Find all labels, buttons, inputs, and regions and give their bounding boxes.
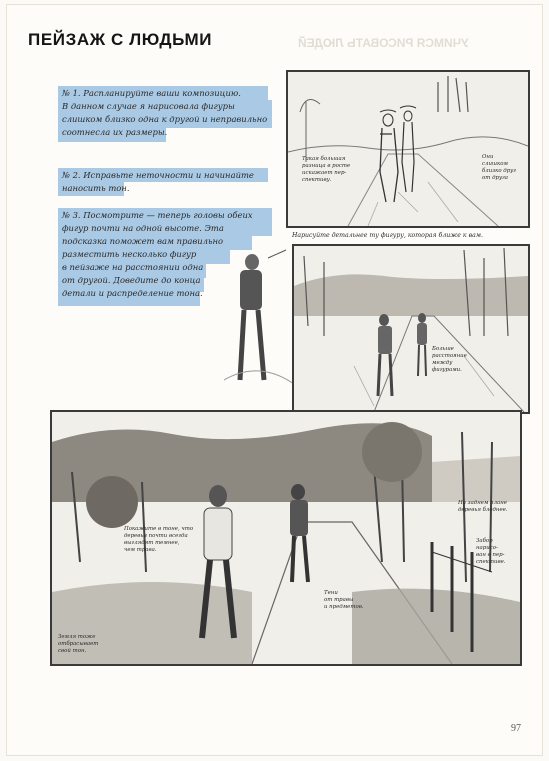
caption-line: Такая большая — [302, 156, 346, 162]
caption-line: деревья бледнее. — [458, 507, 508, 513]
book-page — [6, 4, 543, 756]
caption-line: Забор — [476, 538, 493, 544]
caption-line: расстояние — [432, 353, 467, 359]
page-title: ПЕЙЗАЖ С ЛЮДЬМИ — [28, 30, 213, 49]
step-3-line: от другой. Доведите до конца — [62, 275, 201, 285]
panel-1-caption-left — [302, 156, 350, 184]
page-number: 97 — [511, 723, 521, 734]
caption-line: между — [432, 360, 453, 366]
caption-line: Покажите в тоне, что — [124, 526, 194, 532]
step-2-line: № 2. Исправьте неточности и начинайте — [62, 170, 254, 180]
panel-2-caption-right — [432, 346, 467, 374]
caption-line: разница в росте — [302, 163, 351, 169]
step-1-line: слишком близко одна к другой и неправильно — [62, 114, 268, 124]
step-3-line: детали и распределение тона. — [62, 288, 203, 298]
bleed-through-text: УЧИМСЯ РИСОВАТЬ ЛЮДЕЙ — [298, 36, 469, 50]
sketch-figure-backpack — [224, 240, 294, 390]
caption-line: Больше — [432, 346, 454, 352]
step-3-line: подсказка поможет вам правильно — [62, 236, 224, 246]
caption-line: от травы — [324, 597, 354, 603]
sketch-hiker-figure — [224, 240, 294, 390]
caption-line: свой тон. — [58, 648, 87, 654]
caption-line: спективе. — [476, 559, 506, 565]
caption-line: и предметов. — [324, 604, 364, 610]
sketch-landscape-path — [294, 246, 528, 412]
step-3-line: фигур почти на одной высоте. Эта — [62, 223, 224, 233]
caption-line: ван в пер- — [476, 552, 505, 558]
step-1-line: В данном случае я нарисовала фигуры — [62, 101, 235, 111]
caption-line: Земля тоже — [58, 634, 96, 640]
sketch-landscape-two-figures — [288, 72, 528, 226]
caption-line: Тени — [324, 590, 338, 596]
panel-3-caption-left — [124, 526, 193, 554]
panel-3-caption-right-top — [458, 500, 508, 514]
caption-line: Они — [482, 154, 494, 160]
caption-line: от друга — [482, 175, 509, 181]
caption-line: выглядят темнее, — [124, 540, 180, 546]
sketch-panel-1 — [286, 70, 530, 228]
sketch-panel-3 — [50, 410, 522, 666]
step-1-line: соотнесла их размеры. — [62, 127, 168, 137]
caption-line: чем трава. — [124, 547, 157, 553]
step-3-line: № 3. Посмотрите — теперь головы обеих — [62, 210, 253, 220]
panel-3-caption-right-mid — [476, 538, 506, 566]
caption-line: отбрасывает — [58, 641, 99, 647]
panel-2-caption-top: Нарисуйте детальнее ту фигуру, которая ближе к вам. — [292, 232, 483, 239]
step-2-text — [62, 169, 254, 195]
caption-line: близко друг — [482, 168, 517, 174]
step-1-line: № 1. Распланируйте ваши композицию. — [62, 88, 241, 98]
sketch-final-landscape — [52, 412, 520, 664]
caption-line: слишком — [482, 161, 508, 167]
caption-line: искажает пер- — [302, 170, 347, 176]
step-1-text — [62, 87, 267, 139]
caption-line: спективу. — [302, 177, 332, 183]
caption-line: деревья почти всегда — [124, 533, 188, 539]
caption-line: нарисо- — [476, 545, 498, 551]
caption-line: фигурами. — [432, 367, 462, 373]
caption-line: На заднем плане — [458, 500, 507, 506]
step-3-line: в пейзаже на расстоянии одна — [62, 262, 204, 272]
panel-3-caption-center-bottom — [324, 590, 364, 611]
panel-3-caption-left-bottom — [58, 634, 98, 655]
panel-1-caption-right — [482, 154, 516, 182]
step-3-line: разместить несколько фигур — [62, 249, 197, 259]
sketch-panel-2 — [292, 244, 530, 414]
step-2-line: наносить тон. — [62, 183, 130, 193]
